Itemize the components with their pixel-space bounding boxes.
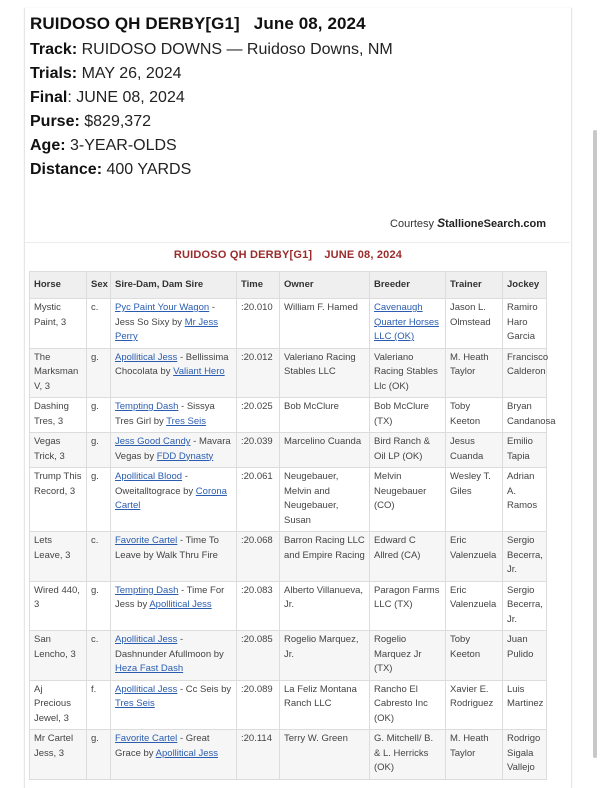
table-title-name: RUIDOSO QH DERBY[G1]	[173, 249, 313, 261]
distance-row	[30, 158, 550, 182]
time-cell-text: :20.089	[241, 683, 273, 695]
final-value: : JUNE 08, 2024	[67, 89, 185, 106]
time-cell-text: :20.061	[241, 471, 273, 482]
trainer-cell-text: Jason L. Olmstead	[450, 302, 491, 328]
time-cell	[237, 631, 280, 681]
breeder-cell	[370, 680, 446, 730]
owner-cell	[280, 468, 370, 532]
dam-text: Cc Seis by	[185, 683, 232, 695]
jockey-cell	[503, 581, 547, 631]
sex-cell	[87, 299, 111, 349]
table-row	[30, 730, 547, 780]
trials-label: Trials:	[30, 65, 78, 82]
owner-cell-text: Barron Racing LLC and Empire Racing	[284, 535, 365, 561]
courtesy-credit	[390, 216, 546, 230]
breeder-cell-text: Rogelio Marquez Jr (TX)	[374, 634, 422, 674]
breeder-cell-text: Bob McClure (TX)	[374, 401, 429, 427]
sex-cell-text: g.	[91, 584, 99, 596]
header-trainer: Trainer	[446, 272, 503, 299]
owner-cell-text: Alberto Villanueva, Jr.	[284, 584, 364, 610]
time-cell	[237, 398, 280, 433]
track-label: Track:	[30, 41, 78, 58]
jockey-cell-text: Adrian A. Ramos	[507, 471, 538, 511]
purse-row	[30, 110, 550, 134]
owner-cell-text: Neugebauer, Melvin and Neugebauer, Susan	[284, 471, 339, 526]
dam-text: Bellissima Chocolata by	[115, 351, 229, 377]
jockey-cell	[503, 532, 547, 582]
sire-link[interactable]: Apollitical Blood	[115, 471, 183, 482]
sire-link[interactable]: Tempting Dash	[115, 401, 179, 412]
horse-cell	[30, 730, 87, 780]
race-info	[30, 14, 550, 182]
sex-cell-text: g.	[91, 471, 99, 482]
header-sex: Sex	[87, 272, 111, 299]
jockey-cell-text: Luis Martinez	[507, 683, 544, 709]
sire-dam-cell: Jess Good Candy - Mavara Vegas by FDD Dynasty	[111, 433, 237, 468]
sex-cell-text: g.	[91, 733, 99, 744]
owner-cell	[280, 581, 370, 631]
sex-cell	[87, 631, 111, 681]
header-jockey: Jockey	[503, 272, 547, 299]
time-cell	[237, 581, 280, 631]
stallionsearch-logo[interactable]	[437, 218, 546, 230]
sex-cell-text: g.	[91, 436, 99, 447]
breeder-cell	[370, 348, 446, 398]
owner-cell	[280, 348, 370, 398]
horse-cell	[30, 398, 87, 433]
trainer-cell	[446, 680, 503, 730]
jockey-cell-text: Sergio Becerra, Jr.	[507, 535, 543, 575]
age-row	[30, 134, 550, 158]
purse-label: Purse:	[30, 113, 80, 130]
dam-text: Mavara Vegas by	[115, 436, 231, 462]
table-row	[30, 433, 547, 468]
breeder-cell	[370, 532, 446, 582]
breeder-cell-text: Paragon Farms LLC (TX)	[374, 584, 440, 610]
final-label: Final	[30, 89, 68, 106]
owner-cell	[280, 631, 370, 681]
race-title	[30, 14, 550, 34]
trainer-cell	[446, 299, 503, 349]
sire-link[interactable]: Favorite Cartel	[115, 535, 178, 546]
dam-text: Sissya Tres Girl by	[115, 401, 215, 427]
trainer-cell-text: Toby Keeton	[450, 634, 481, 660]
scrollbar-thumb[interactable]	[593, 130, 597, 758]
dam-text: Jess So Sixy by	[115, 316, 183, 328]
table-row	[30, 299, 547, 349]
sex-cell-text: g.	[91, 351, 99, 363]
dam-sire-link[interactable]: Tres Seis	[166, 415, 206, 427]
dam-sire-link[interactable]: Valiant Hero	[173, 366, 225, 377]
table-row	[30, 468, 547, 532]
sex-cell	[87, 581, 111, 631]
breeder-cell-text: Edward C Allred (CA)	[374, 535, 421, 561]
dam-sire-link[interactable]: FDD Dynasty	[156, 450, 214, 462]
dam-sire-link[interactable]: Corona Cartel	[115, 485, 227, 511]
jockey-cell	[503, 680, 547, 730]
trainer-cell	[446, 581, 503, 631]
time-cell-text: :20.068	[241, 535, 273, 546]
final-row	[30, 86, 550, 110]
sex-cell-text: c.	[91, 634, 99, 645]
jockey-cell	[503, 299, 547, 349]
time-cell	[237, 433, 280, 468]
owner-cell-text: Bob McClure	[284, 401, 339, 412]
time-cell-text: :20.025	[241, 401, 273, 412]
owner-cell	[280, 532, 370, 582]
header-horse: Horse	[30, 272, 87, 299]
owner-cell	[280, 398, 370, 433]
sex-cell	[87, 730, 111, 780]
sex-cell	[87, 433, 111, 468]
trainer-cell	[446, 348, 503, 398]
dam-text: Time For Jess by	[115, 584, 225, 610]
horse-cell	[30, 631, 87, 681]
logo-rest: tallioneSearch.com	[445, 218, 546, 230]
trainer-cell-text: Jesus Cuanda	[450, 436, 484, 462]
horse-cell-text: The Marksman V, 3	[34, 351, 79, 392]
breeder-cell-text: Rancho El Cabresto Inc (OK)	[374, 683, 428, 724]
time-cell-text: :20.083	[241, 584, 273, 596]
breeder-cell-text: G. Mitchell/ B. & L. Herricks (OK)	[374, 733, 434, 773]
race-date: June 08, 2024	[253, 14, 366, 33]
trainer-cell-text: Toby Keeton	[450, 401, 481, 427]
header-sire-dam: Sire-Dam, Dam Sire	[111, 272, 237, 299]
trainer-cell	[446, 631, 503, 681]
jockey-cell-text: Sergio Becerra, Jr.	[507, 584, 543, 625]
time-cell	[237, 299, 280, 349]
trainer-cell	[446, 398, 503, 433]
owner-cell-text: La Feliz Montana Ranch LLC	[284, 683, 357, 709]
horse-cell	[30, 299, 87, 349]
horse-cell-text: Mystic Paint, 3	[34, 302, 67, 328]
dam-sire-link[interactable]: Apollitical Jess	[155, 747, 218, 759]
jockey-cell	[503, 730, 547, 780]
table-title-date: JUNE 08, 2024	[324, 249, 403, 261]
sex-cell	[87, 468, 111, 532]
trials-value: MAY 26, 2024	[81, 65, 182, 82]
owner-cell	[280, 299, 370, 349]
breeder-cell	[370, 398, 446, 433]
sire-dam-cell: Apollitical Jess - Dashnunder Afullmoon by Heza Fast Dash	[111, 631, 237, 681]
sex-cell	[87, 680, 111, 730]
age-value: 3-YEAR-OLDS	[70, 137, 177, 154]
owner-cell-text: William F. Hamed	[284, 302, 358, 313]
trainer-cell	[446, 532, 503, 582]
trainer-cell-text: Xavier E. Rodriguez	[450, 683, 494, 709]
time-cell	[237, 468, 280, 532]
sire-link[interactable]: Apollitical Jess	[115, 683, 178, 695]
table-title	[30, 249, 546, 261]
courtesy-prefix: Courtesy	[390, 218, 435, 230]
sex-cell-text: f.	[91, 683, 97, 695]
header-breeder: Breeder	[370, 272, 446, 299]
time-cell-text: :20.085	[241, 634, 273, 645]
time-cell	[237, 348, 280, 398]
horse-cell-text: Dashing Tres, 3	[34, 401, 69, 427]
table-row	[30, 581, 547, 631]
sire-link[interactable]: Tempting Dash	[115, 584, 179, 596]
owner-cell-text: Terry W. Green	[284, 733, 348, 744]
breeder-cell	[370, 299, 446, 349]
breeder-cell-text[interactable]: Cavenaugh Quarter Horses LLC (OK)	[374, 302, 439, 342]
owner-cell	[280, 433, 370, 468]
results-body	[30, 299, 556, 780]
results-table	[29, 271, 556, 780]
time-cell-text: :20.114	[241, 733, 272, 744]
age-label: Age:	[30, 137, 66, 154]
table-row	[30, 398, 547, 433]
horse-cell	[30, 680, 87, 730]
header-owner: Owner	[280, 272, 370, 299]
trainer-cell-text: M. Heath Taylor	[450, 351, 489, 377]
breeder-cell	[370, 631, 446, 681]
dam-sire-link[interactable]: Apollitical Jess	[149, 599, 212, 610]
dam-text: Great Grace by	[115, 733, 210, 759]
time-cell	[237, 680, 280, 730]
sire-link[interactable]: Favorite Cartel	[115, 733, 178, 744]
jockey-cell	[503, 348, 547, 398]
sire-dam-cell: Tempting Dash - Time For Jess by Apollitical Jess	[111, 581, 237, 631]
jockey-cell	[503, 398, 556, 433]
distance-value: 400 YARDS	[106, 161, 192, 178]
trainer-cell	[446, 730, 503, 780]
track-value: RUIDOSO DOWNS — Ruidoso Downs, NM	[81, 41, 393, 58]
sex-cell	[87, 532, 111, 582]
purse-value: $829,372	[84, 113, 151, 130]
sire-dam-cell: Favorite Cartel - Great Grace by Apollitical Jess	[111, 730, 237, 780]
horse-cell	[30, 532, 87, 582]
time-cell	[237, 532, 280, 582]
breeder-cell-text: Valeriano Racing Stables Llc (OK)	[374, 351, 438, 392]
owner-cell	[280, 730, 370, 780]
trainer-cell-text: M. Heath Taylor	[450, 733, 489, 759]
sire-link[interactable]: Apollitical Jess	[115, 351, 178, 363]
horse-cell-text: Vegas Trick, 3	[34, 436, 65, 462]
jockey-cell-text: Francisco Calderon	[507, 351, 549, 377]
sire-dam-cell: Apollitical Jess - Cc Seis by Tres Seis	[111, 680, 237, 730]
time-cell-text: :20.010	[241, 302, 273, 313]
table-row	[30, 532, 547, 582]
horse-cell-text: Aj Precious Jewel, 3	[34, 683, 71, 724]
horse-cell-text: Lets Leave, 3	[34, 535, 71, 561]
owner-cell-text: Rogelio Marquez, Jr.	[284, 634, 359, 660]
header-time: Time	[237, 272, 280, 299]
horse-cell	[30, 581, 87, 631]
breeder-cell	[370, 468, 446, 532]
trainer-cell-text: Wesley T. Giles	[450, 471, 491, 497]
time-cell	[237, 730, 280, 780]
sire-dam-cell: Tempting Dash - Sissya Tres Girl by Tres Seis	[111, 398, 237, 433]
breeder-cell	[370, 581, 446, 631]
table-row	[30, 680, 547, 730]
horse-cell-text: Trump This Record, 3	[34, 471, 82, 497]
jockey-cell-text: Emilio Tapia	[507, 436, 533, 462]
sex-cell	[87, 348, 111, 398]
sire-link[interactable]: Jess Good Candy	[115, 436, 191, 447]
trainer-cell-text: Eric Valenzuela	[450, 535, 497, 561]
owner-cell	[280, 680, 370, 730]
distance-label: Distance:	[30, 161, 103, 178]
jockey-cell-text: Bryan Candanosa	[507, 401, 556, 427]
time-cell-text: :20.039	[241, 436, 273, 447]
jockey-cell-text: Rodrigo Sigala Vallejo	[507, 733, 541, 773]
sire-dam-cell: Apollitical Blood - Oweitalltograce by Corona Cartel	[111, 468, 237, 532]
dam-text: Dashnunder Afullmoon by	[115, 648, 224, 660]
trainer-cell	[446, 468, 503, 532]
trainer-cell	[446, 433, 503, 468]
breeder-cell-text: Bird Ranch & Oil LP (OK)	[374, 436, 430, 462]
breeder-cell	[370, 730, 446, 780]
table-row	[30, 348, 547, 398]
dam-text: Time To Leave by Walk Thru Fire	[115, 535, 219, 561]
horse-cell	[30, 348, 87, 398]
sex-cell-text: c.	[91, 302, 99, 313]
sire-dam-cell: Apollitical Jess - Bellissima Chocolata by Valiant Hero	[111, 348, 237, 398]
sex-cell-text: g.	[91, 401, 99, 412]
owner-cell-text: Valeriano Racing Stables LLC	[284, 351, 356, 377]
table-row	[30, 631, 547, 681]
section-divider	[25, 242, 570, 243]
sire-dam-cell: Pyc Paint Your Wagon - Jess So Sixy by Mr Jess Perry	[111, 299, 237, 349]
track-row	[30, 38, 550, 62]
race-name: RUIDOSO QH DERBY[G1]	[30, 14, 240, 33]
horse-cell-text: Wired 440, 3	[34, 584, 80, 610]
jockey-cell	[503, 468, 547, 532]
jockey-cell	[503, 631, 547, 681]
horse-cell	[30, 433, 87, 468]
time-cell-text: :20.012	[241, 351, 273, 363]
owner-cell-text: Marcelino Cuanda	[284, 436, 362, 447]
sex-cell-text: c.	[91, 535, 99, 546]
breeder-cell	[370, 433, 446, 468]
horse-cell	[30, 468, 87, 532]
trainer-cell-text: Eric Valenzuela	[450, 584, 497, 610]
jockey-cell-text: Ramiro Haro Garcia	[507, 302, 538, 342]
horse-cell-text: Mr Cartel Jess, 3	[34, 733, 74, 759]
table-header-row	[30, 272, 547, 299]
trials-row	[30, 62, 550, 86]
dam-sire-link[interactable]: Tres Seis	[115, 698, 155, 709]
dam-text: Oweitalltograce by	[115, 485, 194, 497]
dam-sire-link[interactable]: Heza Fast Dash	[115, 663, 184, 674]
logo-s: S	[437, 216, 446, 230]
sire-link[interactable]: Apollitical Jess	[115, 634, 178, 645]
sex-cell	[87, 398, 111, 433]
sire-link[interactable]: Pyc Paint Your Wagon	[115, 302, 210, 313]
jockey-cell-text: Juan Pulido	[507, 634, 534, 660]
sire-dam-cell: Favorite Cartel - Time To Leave by Walk Thru Fire	[111, 532, 237, 582]
jockey-cell	[503, 433, 547, 468]
dam-sire-link[interactable]: Mr Jess Perry	[115, 316, 218, 342]
horse-cell-text: San Lencho, 3	[34, 634, 76, 660]
breeder-cell-text: Melvin Neugebauer (CO)	[374, 471, 427, 511]
